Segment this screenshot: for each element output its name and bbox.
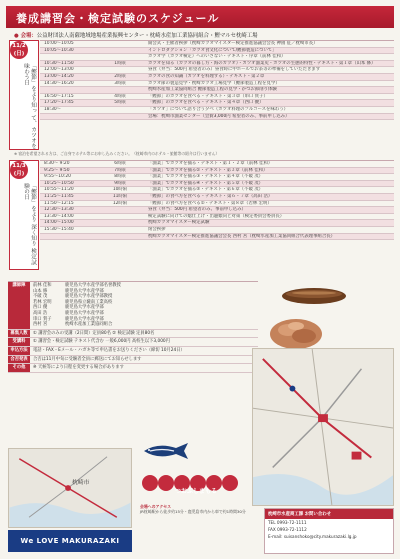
schedule-desc: 「鰹節」のカツオを食べる・テキスト・第４章（西口 優） [148, 100, 264, 106]
venue-text: 公益財団法人南薩地域地場産業振興センター・枕崎水産加工業協同組合・鰹マルセ枕崎工場 [36, 33, 258, 39]
access-section [140, 504, 260, 514]
access-text: JR枕崎駅から徒歩約15分・鹿児島市内から車で約1時間30分 [140, 509, 246, 514]
schedule-cat: 7時限 [114, 167, 126, 173]
schedule-row [40, 87, 394, 94]
contact-tel: TEL 0993-72-1111 [268, 520, 307, 525]
day2-date-badge: 11/3 (月) [10, 161, 28, 179]
lecturer-name: 山本 修 [33, 288, 48, 294]
info-row-apply: 申込方法 電話・FAX・Eメール・ハガキ等で申込書をお送りください（締切 10月24日） [8, 347, 258, 356]
day1-note: ※ 宿泊を希望される方は、ご自身でホテル等にお申し込みください。（枕崎市内のホテル・旅館等の紹介は行いません） [14, 151, 220, 156]
lecturer-org: 鹿児島大学水産学部 [65, 288, 104, 294]
schedule-row [40, 201, 394, 208]
lecturer-org: 枕崎水産加工業協同組合 [65, 322, 113, 328]
schedule-row [40, 100, 394, 107]
schedule-desc: カツオ節の製造見学・枕崎カツオ工場見学（鰹節製造工程を見学） [148, 80, 280, 86]
schedule-row [40, 114, 394, 121]
venue-line [14, 31, 394, 39]
bonito-flakes-photo [266, 312, 326, 352]
schedule-cat [92, 107, 148, 113]
schedule-time: 10:05〜10:30 [44, 47, 74, 53]
schedule-cat [92, 87, 148, 93]
schedule-cat [92, 227, 148, 233]
map-city-label: 枕崎市 [71, 480, 90, 487]
schedule-time: 10:30〜11:50 [44, 60, 74, 66]
schedule-time: 9:25〜 9:50 [44, 167, 70, 173]
schedule-time: 13:30〜14:00 [44, 213, 74, 219]
schedule-time: 13:00〜14:20 [44, 73, 74, 79]
schedule-desc: 「漁業」でカツオを捕る④・テキスト・第５章（不破 茂） [148, 180, 264, 186]
schedule-cat: 10時限 [112, 187, 128, 193]
lecturer-name: 西口 優 [33, 305, 48, 311]
schedule-time: 14:30〜16:20 [44, 80, 74, 86]
schedule-cat [92, 207, 148, 213]
contact-heading: 枕崎市水産商工課 お問い合わせ [265, 509, 393, 519]
lecturer-org: 鹿児島大学水産学部 [65, 305, 104, 311]
schedule-row [40, 227, 394, 234]
schedule-desc: 「鰹節」のカツオを食べる・テキスト・第３章（串口 賀子） [148, 93, 268, 99]
schedule-time [40, 87, 92, 93]
schedule-time: 16:50〜17:15 [44, 93, 74, 99]
day1-schedule-table [40, 40, 394, 120]
schedule-cat [92, 48, 148, 54]
schedule-row [40, 94, 394, 101]
venue-label: ● 会場： [14, 33, 37, 39]
schedule-row [40, 207, 394, 214]
lecturers-label: 講師陣 [8, 282, 30, 329]
schedule-row [40, 174, 394, 181]
schedule-desc: 「カツオ」について語り合う夕べ（カツオ料理のフルコースを味わう） [148, 106, 289, 112]
schedule-row [40, 168, 394, 175]
schedule-time [40, 54, 92, 60]
lecturer-name: 高田 浩 [33, 310, 48, 316]
schedule-desc: カツオの食の知識（カツオを料理する）・テキスト・第２章 [148, 73, 265, 79]
schedule-row [40, 67, 394, 74]
day1-theme: 「鰹節」をより知っ て、カツオを味わう日 [23, 63, 36, 149]
schedule-desc: 開会式・主催者挨拶（枕崎カツオマイスター検定推進協議会会長 神園 征／枕崎市長） [148, 41, 318, 46]
schedule-time: 10:25〜10:50 [44, 180, 74, 186]
schedule-desc: 会場：枕崎市漁業センター（会費3,000円 希望者のみ、事前申し込み） [148, 113, 290, 119]
schedule-desc: イントロダクション「カツオ食文化について/鰹節製造について」 [148, 47, 277, 53]
schedule-row [40, 214, 394, 221]
lecturer-name: 不破 茂 [33, 294, 48, 300]
schedule-desc: 枕崎水産加工業協同組合 鰹節製造工程の見学・かつお節削り体験 [148, 87, 277, 93]
schedule-time: 14:00〜15:00 [44, 220, 74, 226]
day1-date-badge: 11/2 (日) [10, 41, 28, 59]
schedule-time: 12:30〜13:30 [44, 207, 74, 213]
contact-fax: FAX 0993-72-1112 [268, 527, 307, 532]
contact-box [264, 508, 394, 554]
schedule-time [40, 234, 92, 240]
page-title: 養成講習会・検定試験のスケジュール [6, 6, 394, 28]
venue-map [252, 348, 394, 506]
schedule-row [40, 41, 394, 48]
schedule-row [40, 181, 394, 188]
day2-label-box [9, 160, 39, 270]
lecturer-item [33, 322, 255, 328]
lecturer-org: 鹿児島大学水産学部 [65, 310, 104, 316]
lecturer-list [30, 282, 258, 329]
schedule-row [40, 61, 394, 68]
tuna-icon [140, 440, 192, 462]
schedule-cat [92, 41, 148, 47]
schedule-row [40, 234, 394, 241]
katsuobushi-photo [278, 282, 348, 310]
schedule-time: 11:25〜11:45 [44, 193, 74, 199]
schedule-desc: カツオを知る（カツオの暮し方・海のカツオ）・カツオ漁業史・カツオの生態的特性・テキスト・第１章（山本 修） [148, 60, 376, 66]
schedule-row [40, 48, 394, 55]
schedule-cat [92, 54, 148, 60]
schedule-cat: 11時限 [112, 193, 128, 199]
contact-email[interactable]: E-mail: suisanshoko@city.makurazaki.lg.jp [268, 534, 357, 539]
day1-label-box [9, 40, 39, 150]
schedule-time: 12:00〜13:00 [44, 67, 74, 73]
schedule-cat: 2時限 [114, 73, 126, 79]
schedule-time: 10:00〜10:05 [44, 41, 74, 46]
schedule-time: 10:55〜11:20 [44, 187, 74, 193]
schedule-cat: 6時限 [114, 161, 126, 166]
lecturer-org: 鹿児島大学水産学部教授 [65, 294, 113, 300]
schedule-desc: 「漁業」でカツオを捕る②・テキスト・第３章（前林 佳和） [148, 167, 268, 173]
lecturer-name: 西村 宮 [33, 322, 48, 328]
schedule-time: 17:20〜17:45 [44, 100, 74, 106]
schedule-row [40, 220, 394, 227]
info-row-other: その他 ※ 天候等により日程を変更する場合があります [8, 364, 258, 373]
schedule-desc: 閉会挨拶 [148, 226, 166, 232]
schedule-cat: 4時限 [114, 93, 126, 99]
info-row-lecturers [8, 282, 258, 330]
schedule-desc: 枕崎カツオマイスター検定試験 [148, 220, 210, 226]
access-title: 会場へのアクセス [140, 504, 172, 509]
schedule-time: 9:55〜10:20 [44, 174, 71, 180]
access-minimap [8, 448, 132, 528]
schedule-row [40, 81, 394, 88]
info-row-capacity: 募集人数 ① 講習会のみの受講（2日間）定員80名 ② 検定試験 定員80名 [8, 330, 258, 339]
schedule-row [40, 107, 394, 114]
schedule-desc: 枕崎カツオマイスター検定推進協議会会長 西村 宮（枕崎水産加工業協同組合代表理事組合長） [148, 233, 336, 239]
day2-theme: 「鰹節」をより 深く知り 検定試験の日 [23, 183, 36, 265]
schedule-time [40, 114, 92, 120]
schedule-desc: 「漁業」でカツオを捕る⑤・テキスト・第６章（不破 茂） [148, 187, 264, 193]
info-table [8, 281, 258, 373]
day2-schedule-table [40, 160, 394, 240]
schedule-row [40, 187, 394, 194]
schedule-desc: 「鰹節」の食べ方を食べる②・テキスト・第８章（若林 宏明） [148, 200, 272, 206]
schedule-row [40, 54, 394, 61]
schedule-cat: 1時限 [114, 60, 126, 66]
schedule-cat [92, 114, 148, 120]
lecturer-name: 串口 賀子 [33, 316, 52, 322]
schedule-row [40, 161, 394, 168]
lecturer-name: 前林 佳和 [33, 283, 52, 288]
brand-logo: We LOVE MAKURAZAKI [8, 530, 132, 552]
schedule-desc: 昼食（弁当：500円 希望者のみ）昼食時に中ホールでお茶等の準備をしていただきます [148, 67, 321, 73]
schedule-time: 8:30〜 9:20 [44, 161, 70, 166]
schedule-cat: 3時限 [114, 80, 126, 86]
schedule-cat [92, 67, 148, 73]
lecturer-org: 鹿児島大学水産学部名誉教授 [65, 283, 121, 288]
schedule-cat: 8時限 [114, 174, 126, 180]
lecturer-name: 若林 宏明 [33, 299, 52, 305]
schedule-desc: 検定試験に向けての総仕上げ・出題傾向と対策（検定委員会委員長） [148, 213, 285, 219]
schedule-cat [92, 234, 148, 240]
lecturer-org: 鹿児島県立薩南工業高校 [65, 299, 113, 305]
info-row-fee: 受講料 ① 講習会・検定試験 テキスト代含む 一般6,000円 高校生以下3,000円 [8, 338, 258, 347]
schedule-time: 15:30〜15:40 [44, 226, 74, 232]
schedule-desc: 「鰹節」の食べ方を食べる・テキスト・第６・７章（高田 浩） [148, 193, 273, 199]
mascot-label: つおぶしまもる [174, 488, 217, 495]
schedule-cat [92, 214, 148, 220]
schedule-cat: 5時限 [114, 100, 126, 106]
schedule-desc: カツオ学（カツオ検定）へのいざない・テキスト・序章（前林 佳和） [148, 54, 286, 60]
schedule-cat: 12時限 [112, 200, 128, 206]
schedule-cat: 9時限 [114, 180, 126, 186]
info-row-result: 合否発表 合否は11月中旬に受験者全員に郵送にてお知らせします [8, 356, 258, 365]
schedule-desc: 「漁業」でカツオを捕る・テキスト・第１・２章（前林 佳和） [148, 161, 273, 166]
schedule-row [40, 194, 394, 201]
schedule-time: 11:50〜12:15 [44, 200, 74, 206]
lecturer-org: 鹿児島大学水産学部 [65, 316, 104, 322]
schedule-desc: 昼食（弁当：500円 希望者のみ、事前申し込み） [148, 207, 246, 213]
schedule-row [40, 74, 394, 81]
schedule-time: 18:30〜 [44, 106, 62, 112]
schedule-cat [92, 220, 148, 226]
schedule-desc: 「漁業」でカツオを捕る③・テキスト・第４章（不破 茂） [148, 174, 264, 180]
